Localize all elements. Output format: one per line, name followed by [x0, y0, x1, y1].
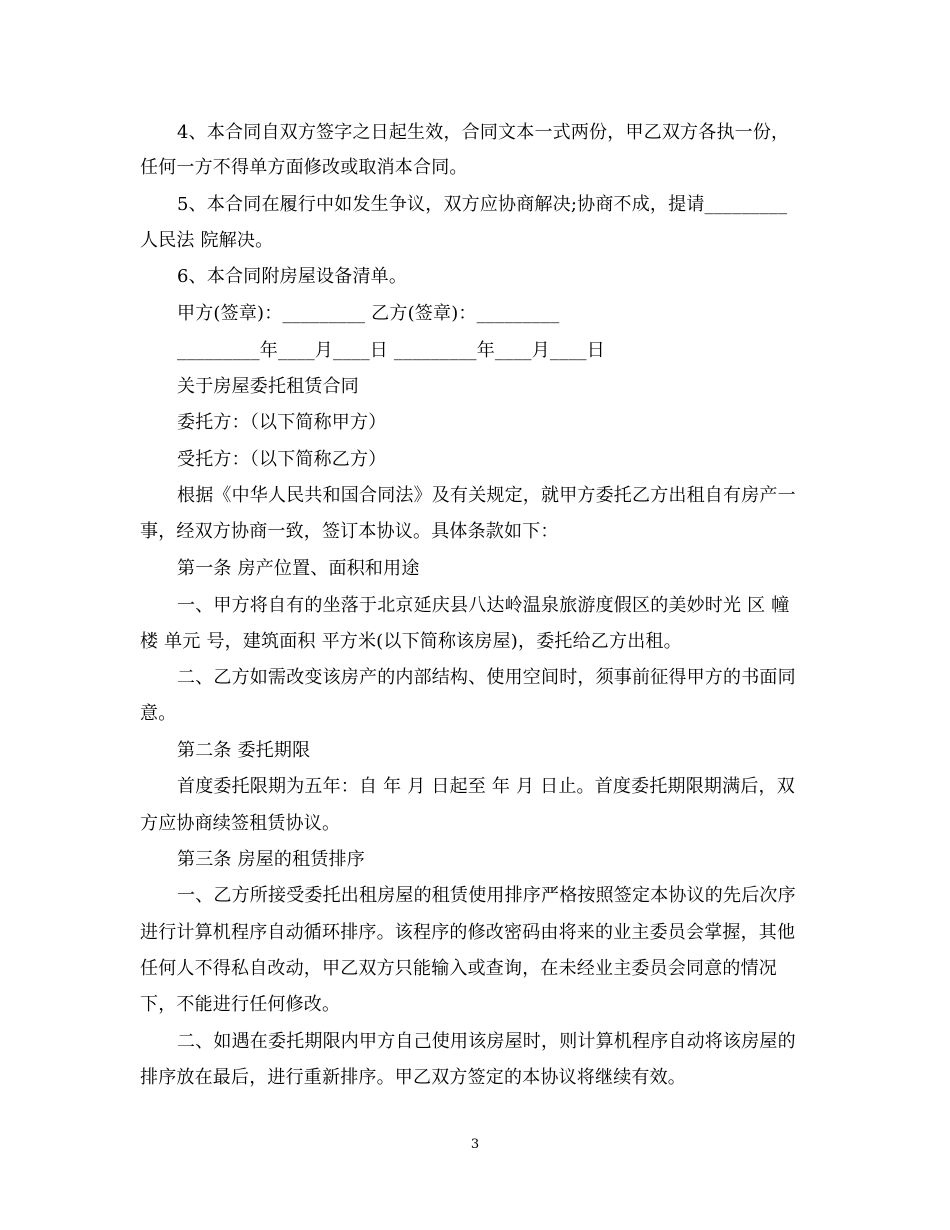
text-line: 楼 单元 号，建筑面积 平方米(以下简称该房屋)，委托给乙方出租。 [140, 631, 682, 652]
text-line: 一、乙方所接受委托出租房屋的租赁使用排序严格按照签定本协议的先后次序 [177, 885, 796, 906]
text-line: 6、本合同附房屋设备清单。 [177, 266, 408, 287]
text-line: 首度委托限期为五年：自 年 月 日起至 年 月 日止。首度委托期限期满后，双 [177, 776, 795, 797]
text-line: 排序放在最后，进行重新排序。甲乙双方签定的本协议将继续有效。 [140, 1067, 686, 1088]
text-line: 一、甲方将自有的坐落于北京延庆县八达岭温泉旅游度假区的美妙时光 区 幢 [177, 595, 790, 616]
text-line: 5、本合同在履行中如发生争议，双方应协商解决;协商不成，提请_________ [177, 194, 788, 215]
date-line: _________年____月____日 _________年____月____日 [177, 340, 605, 361]
article-heading: 第三条 房屋的租赁排序 [177, 849, 365, 870]
text-line: 下，不能进行任何修改。 [140, 994, 341, 1015]
text-line: 二、乙方如需改变该房产的内部结构、使用空间时，须事前征得甲方的书面同 [177, 667, 796, 688]
text-line: 二、如遇在委托期限内甲方自己使用该房屋时，则计算机程序自动将该房屋的 [177, 1031, 796, 1052]
text-line: 人民法 院解决。 [140, 230, 274, 251]
contract-title: 关于房屋委托租赁合同 [177, 376, 359, 397]
article-heading: 第一条 房产位置、面积和用途 [177, 558, 420, 579]
text-line: 任何一方不得单方面修改或取消本合同。 [140, 157, 468, 178]
text-line: 4、本合同自双方签字之日起生效，合同文本一式两份，甲乙双方各执一份， [177, 122, 790, 143]
text-line: 意。 [140, 703, 177, 724]
page-number: 3 [470, 1137, 480, 1152]
text-line: 事，经双方协商一致，签订本协议。具体条款如下： [140, 521, 559, 542]
party-line: 受托方：（以下简称乙方） [177, 449, 387, 470]
signature-line: 甲方(签章)：_________ 乙方(签章)：_________ [177, 303, 560, 324]
article-heading: 第二条 委托期限 [177, 740, 311, 761]
text-line: 根据《中华人民共和国合同法》及有关规定，就甲方委托乙方出租自有房产一 [177, 485, 796, 506]
party-line: 委托方：（以下简称甲方） [177, 412, 387, 433]
text-line: 进行计算机程序自动循环排序。该程序的修改密码由将来的业主委员会掌握，其他 [140, 922, 796, 943]
text-line: 任何人不得私自改动，甲乙双方只能输入或查询，在未经业主委员会同意的情况 [140, 958, 777, 979]
text-line: 方应协商续签租赁协议。 [140, 813, 341, 834]
